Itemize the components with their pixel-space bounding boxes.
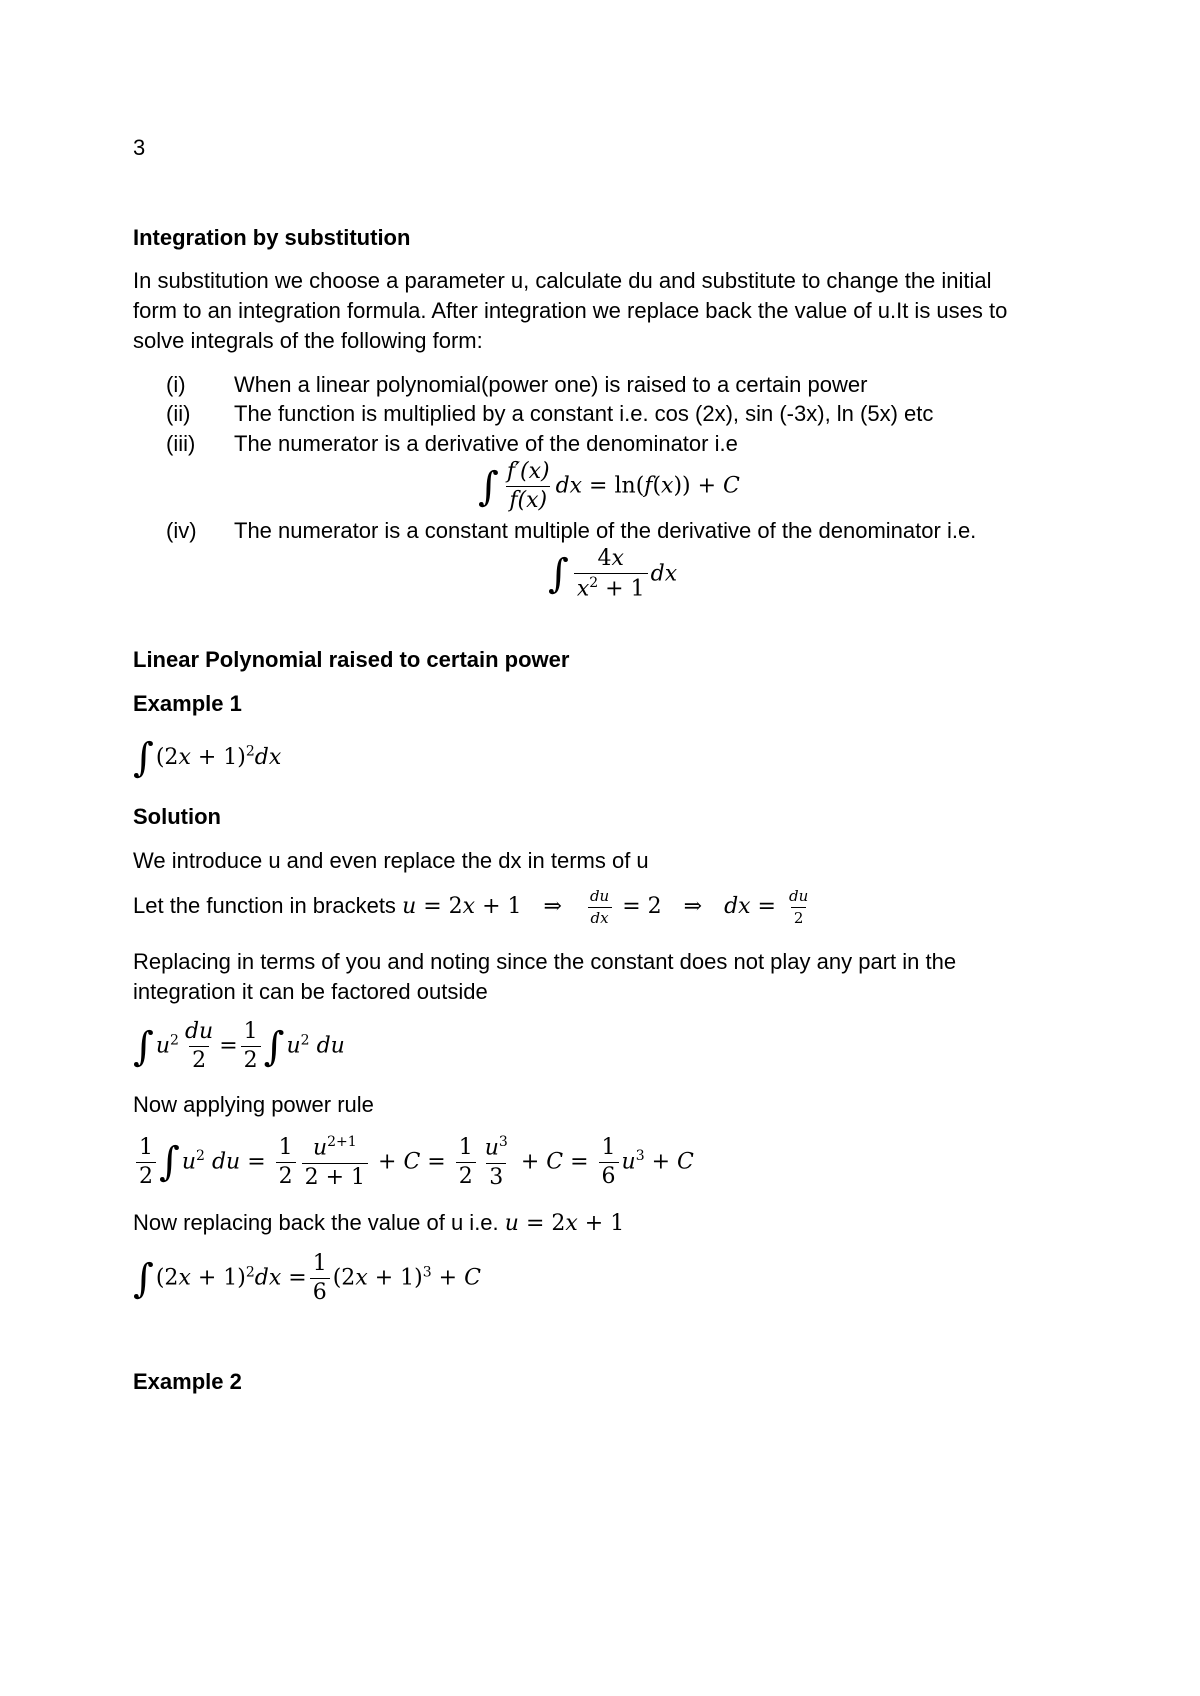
list-marker-3: (iii) [166,431,196,456]
example2-title: Example 2 [133,1369,242,1394]
list-item-4: The numerator is a constant multiple of the derivative of the denominator i.e. [234,518,977,543]
intro-line-1: In substitution we choose a parameter u, calculate du and substitute to change the initial [133,268,992,293]
solution-line-5-text: Now replacing back the value of u i.e. [133,1210,499,1235]
solution-line-1: We introduce u and even replace the dx in terms of u [133,848,649,873]
example1-integral: $\int(2x + 1)^2dx$ [133,735,282,781]
list-item-2: The function is multiplied by a constant i.e. cos (2x), sin (-3x), ln (5x) etc [234,401,934,426]
solution-line-5: Now replacing back the value of u i.e. u = 2x + 1 [133,1210,625,1236]
list-marker-4: (iv) [166,518,197,543]
page-heading: Integration by substitution [133,225,411,250]
list-item-1: When a linear polynomial(power one) is raised to a certain power [234,372,868,397]
list-item-3: The numerator is a derivative of the denominator i.e [234,431,738,456]
formula-log-rule: ∫ $\frac{f'(x)}{f(x)}$ dx = ln(f(x)) + C [478,459,740,514]
section-title: Linear Polynomial raised to certain power [133,647,570,672]
page-number: 3 [133,135,146,160]
solution-line-2: Let the function in brackets u = 2x + 1 ⇒ $\frac{du}{dx}$ = 2 ⇒ dx = $\frac{du}{2}$ [133,887,809,927]
list-marker-2: (ii) [166,401,191,426]
solution-line-3b: integration it can be factored outside [133,979,488,1004]
formula-power-rule: $\frac{1}{2}$ $\int u^2$ du = $\frac{1}{2}$ $\frac{u^{2+1}}{2 + 1}$ + C = $\frac{1}{2}$ $\frac{u^3}{3}$ + C = $\frac{1}{6}$ $u^3 + C$ [133,1135,694,1190]
formula-example-integral: ∫ $\frac{4x}{x^2 + 1}$ dx [548,546,678,602]
intro-line-3: solve integrals of the following form: [133,328,483,353]
solution-line-3a: Replacing in terms of you and noting since the constant does not play any part in the [133,949,957,974]
solution-label: Solution [133,804,221,829]
solution-line-2-text: Let the function in brackets [133,892,396,918]
formula-final-answer: $\int(2x + 1)^2dx$ = $\frac{1}{6}$ $(2x + 1)^3 + C$ [133,1251,481,1306]
list-marker-1: (i) [166,372,186,397]
solution-line-4: Now applying power rule [133,1092,374,1117]
example1-title: Example 1 [133,691,242,716]
intro-line-2: form to an integration formula. After integration we replace back the value of u.It is uses to [133,298,1008,323]
formula-substituted: $\int u^2$ $\frac{du}{2}$ = $\frac{1}{2}$ $\int u^2$ du [133,1019,345,1074]
